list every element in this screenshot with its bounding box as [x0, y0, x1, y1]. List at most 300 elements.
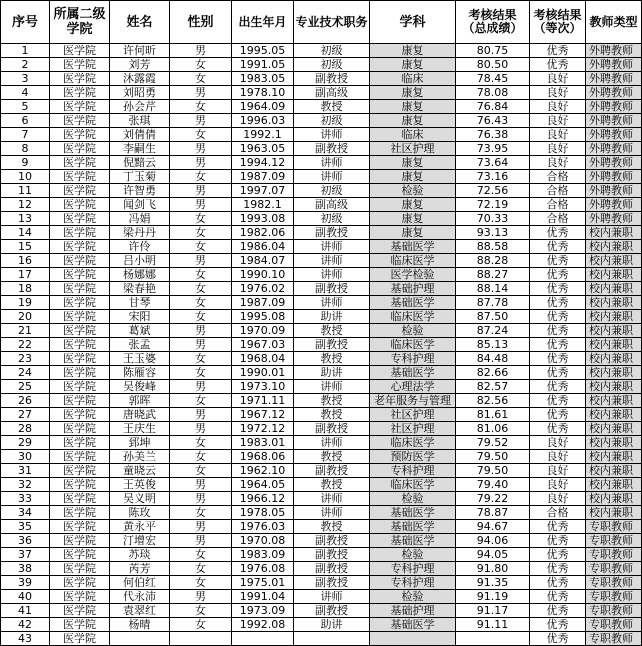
cell-title [294, 632, 370, 646]
cell-subject: 医学检验 [370, 268, 456, 282]
cell-teacher-type: 外聘教师 [586, 198, 642, 212]
cell-gender: 男 [170, 86, 232, 100]
table-row [1, 380, 642, 394]
cell-college: 医学院 [50, 590, 110, 604]
cell-birth: 1987.09 [232, 296, 294, 310]
cell-score: 87.78 [456, 296, 530, 310]
cell-name: 杨晴 [110, 618, 170, 632]
cell-score: 81.61 [456, 408, 530, 422]
cell-college: 医学院 [50, 394, 110, 408]
cell-birth: 1970.08 [232, 534, 294, 548]
cell-title: 副教授 [294, 604, 370, 618]
cell-college: 医学院 [50, 114, 110, 128]
cell-birth: 1993.08 [232, 212, 294, 226]
header-score: 考核结果（总成绩） [456, 1, 530, 44]
cell-seq: 31 [1, 464, 50, 478]
cell-seq: 29 [1, 436, 50, 450]
cell-college: 医学院 [50, 576, 110, 590]
table-row [1, 240, 642, 254]
cell-gender: 男 [170, 254, 232, 268]
cell-birth: 1995.08 [232, 310, 294, 324]
cell-grade: 优秀 [530, 520, 586, 534]
cell-teacher-type: 专职教师 [586, 632, 642, 646]
cell-college: 医学院 [50, 520, 110, 534]
cell-college: 医学院 [50, 254, 110, 268]
cell-title: 讲师 [294, 296, 370, 310]
cell-grade: 良好 [530, 450, 586, 464]
cell-gender: 女 [170, 394, 232, 408]
cell-score: 80.50 [456, 58, 530, 72]
cell-grade: 良好 [530, 478, 586, 492]
cell-score: 87.50 [456, 310, 530, 324]
cell-score: 82.66 [456, 366, 530, 380]
cell-birth: 1964.05 [232, 478, 294, 492]
cell-college: 医学院 [50, 534, 110, 548]
cell-seq: 16 [1, 254, 50, 268]
cell-subject: 基础医学 [370, 534, 456, 548]
cell-score: 76.43 [456, 114, 530, 128]
cell-title: 副教授 [294, 282, 370, 296]
cell-grade: 良好 [530, 100, 586, 114]
table-row [1, 58, 642, 72]
cell-gender: 男 [170, 520, 232, 534]
cell-teacher-type: 外聘教师 [586, 184, 642, 198]
cell-title: 教授 [294, 352, 370, 366]
cell-subject: 社区护理 [370, 142, 456, 156]
cell-grade: 合格 [530, 184, 586, 198]
cell-grade: 良好 [530, 86, 586, 100]
cell-score: 81.06 [456, 422, 530, 436]
cell-grade: 优秀 [530, 44, 586, 58]
header-seq: 序号 [1, 1, 50, 44]
cell-grade: 优秀 [530, 240, 586, 254]
cell-subject: 心理法学 [370, 380, 456, 394]
cell-birth: 1982.1 [232, 198, 294, 212]
cell-gender: 女 [170, 72, 232, 86]
cell-name: 刘倩倩 [110, 128, 170, 142]
cell-subject: 基础护理 [370, 282, 456, 296]
cell-birth: 1990.01 [232, 366, 294, 380]
cell-grade: 优秀 [530, 548, 586, 562]
cell-teacher-type: 校内兼职 [586, 478, 642, 492]
cell-title: 教授 [294, 324, 370, 338]
cell-teacher-type: 校内兼职 [586, 268, 642, 282]
cell-birth: 1968.06 [232, 450, 294, 464]
cell-teacher-type: 校内兼职 [586, 324, 642, 338]
cell-seq: 32 [1, 478, 50, 492]
cell-subject: 临床医学 [370, 478, 456, 492]
cell-birth: 1982.06 [232, 226, 294, 240]
cell-score: 85.13 [456, 338, 530, 352]
cell-birth: 1978.10 [232, 86, 294, 100]
cell-gender: 男 [170, 142, 232, 156]
cell-teacher-type: 专职教师 [586, 548, 642, 562]
cell-college: 医学院 [50, 86, 110, 100]
cell-name: 王英俊 [110, 478, 170, 492]
cell-birth: 1964.09 [232, 100, 294, 114]
cell-teacher-type: 外聘教师 [586, 128, 642, 142]
cell-subject: 康复 [370, 226, 456, 240]
cell-birth: 1973.09 [232, 604, 294, 618]
cell-grade: 优秀 [530, 296, 586, 310]
cell-name: 郅坤 [110, 436, 170, 450]
header-name: 姓名 [110, 1, 170, 44]
cell-title: 讲师 [294, 436, 370, 450]
cell-teacher-type: 校内兼职 [586, 408, 642, 422]
header-grade: 考核结果（等次） [530, 1, 586, 44]
cell-score: 87.24 [456, 324, 530, 338]
cell-seq: 27 [1, 408, 50, 422]
cell-title: 助讲 [294, 366, 370, 380]
cell-score: 79.40 [456, 478, 530, 492]
cell-score: 79.22 [456, 492, 530, 506]
cell-college: 医学院 [50, 226, 110, 240]
cell-gender: 男 [170, 338, 232, 352]
cell-gender: 男 [170, 198, 232, 212]
table-row [1, 128, 642, 142]
cell-gender: 女 [170, 548, 232, 562]
cell-gender: 男 [170, 324, 232, 338]
cell-subject: 康复 [370, 170, 456, 184]
cell-title: 教授 [294, 520, 370, 534]
cell-subject: 康复 [370, 100, 456, 114]
cell-score: 91.17 [456, 604, 530, 618]
cell-subject: 社区护理 [370, 408, 456, 422]
cell-name: 汀增宏 [110, 534, 170, 548]
cell-subject: 康复 [370, 198, 456, 212]
cell-title: 讲师 [294, 128, 370, 142]
cell-grade: 优秀 [530, 534, 586, 548]
cell-college: 医学院 [50, 478, 110, 492]
cell-name: 沐露霞 [110, 72, 170, 86]
cell-score: 73.64 [456, 156, 530, 170]
table-row [1, 310, 642, 324]
cell-birth: 1992.08 [232, 618, 294, 632]
cell-grade: 良好 [530, 156, 586, 170]
table-row [1, 604, 642, 618]
cell-birth: 1976.03 [232, 520, 294, 534]
cell-gender: 男 [170, 114, 232, 128]
cell-subject: 社区护理 [370, 422, 456, 436]
cell-grade: 优秀 [530, 282, 586, 296]
cell-college: 医学院 [50, 562, 110, 576]
cell-teacher-type: 校内兼职 [586, 380, 642, 394]
cell-teacher-type: 校内兼职 [586, 394, 642, 408]
cell-score: 76.38 [456, 128, 530, 142]
cell-subject: 基础医学 [370, 240, 456, 254]
cell-birth: 1983.09 [232, 548, 294, 562]
cell-birth: 1995.05 [232, 44, 294, 58]
cell-name: 苏琰 [110, 548, 170, 562]
cell-subject: 康复 [370, 114, 456, 128]
header-college: 所属二级学院 [50, 1, 110, 44]
cell-gender: 男 [170, 380, 232, 394]
header-gender: 性别 [170, 1, 232, 44]
cell-gender: 女 [170, 128, 232, 142]
table-row [1, 142, 642, 156]
cell-gender: 女 [170, 562, 232, 576]
table-row [1, 422, 642, 436]
cell-title: 讲师 [294, 156, 370, 170]
cell-name: 梁春艳 [110, 282, 170, 296]
cell-name: 吴义明 [110, 492, 170, 506]
cell-subject: 专科护理 [370, 576, 456, 590]
cell-teacher-type: 校内兼职 [586, 296, 642, 310]
cell-title: 副教授 [294, 562, 370, 576]
cell-seq: 23 [1, 352, 50, 366]
cell-score: 78.08 [456, 86, 530, 100]
cell-birth: 1994.12 [232, 156, 294, 170]
cell-name: 陈玫 [110, 506, 170, 520]
cell-gender [170, 632, 232, 646]
cell-grade: 优秀 [530, 338, 586, 352]
cell-seq: 12 [1, 198, 50, 212]
cell-title: 初级 [294, 212, 370, 226]
cell-name: 刘芳 [110, 58, 170, 72]
cell-grade: 良好 [530, 128, 586, 142]
header-title: 专业技术职务 [294, 1, 370, 44]
cell-subject: 康复 [370, 44, 456, 58]
cell-seq: 20 [1, 310, 50, 324]
table-row [1, 436, 642, 450]
cell-subject: 康复 [370, 86, 456, 100]
table-row [1, 576, 642, 590]
cell-seq: 43 [1, 632, 50, 646]
cell-birth: 1984.07 [232, 254, 294, 268]
cell-grade: 优秀 [530, 394, 586, 408]
cell-gender: 女 [170, 100, 232, 114]
cell-birth: 1987.09 [232, 170, 294, 184]
cell-birth: 1983.01 [232, 436, 294, 450]
cell-college: 医学院 [50, 324, 110, 338]
cell-birth: 1971.11 [232, 394, 294, 408]
cell-name: 黄永平 [110, 520, 170, 534]
cell-birth: 1975.01 [232, 576, 294, 590]
table-row [1, 478, 642, 492]
cell-grade: 良好 [530, 142, 586, 156]
cell-college: 医学院 [50, 296, 110, 310]
cell-grade: 优秀 [530, 324, 586, 338]
table-row [1, 366, 642, 380]
cell-college: 医学院 [50, 632, 110, 646]
cell-score: 88.28 [456, 254, 530, 268]
cell-name: 张孟 [110, 338, 170, 352]
cell-birth: 1991.05 [232, 58, 294, 72]
cell-college: 医学院 [50, 492, 110, 506]
header-subject: 学科 [370, 1, 456, 44]
cell-grade: 优秀 [530, 310, 586, 324]
cell-name: 倪黯云 [110, 156, 170, 170]
cell-name: 许伶 [110, 240, 170, 254]
cell-seq: 17 [1, 268, 50, 282]
cell-college: 医学院 [50, 604, 110, 618]
cell-name: 葛斌 [110, 324, 170, 338]
cell-score: 82.57 [456, 380, 530, 394]
cell-gender: 女 [170, 450, 232, 464]
cell-title: 副教授 [294, 534, 370, 548]
table-row [1, 156, 642, 170]
cell-seq: 37 [1, 548, 50, 562]
cell-teacher-type: 外聘教师 [586, 44, 642, 58]
cell-gender: 女 [170, 604, 232, 618]
cell-teacher-type: 外聘教师 [586, 58, 642, 72]
cell-title: 副教授 [294, 464, 370, 478]
cell-gender: 女 [170, 58, 232, 72]
cell-gender: 男 [170, 44, 232, 58]
cell-seq: 39 [1, 576, 50, 590]
cell-seq: 13 [1, 212, 50, 226]
table-row [1, 44, 642, 58]
table-row [1, 114, 642, 128]
table-row [1, 170, 642, 184]
cell-seq: 28 [1, 422, 50, 436]
cell-teacher-type: 外聘教师 [586, 212, 642, 226]
cell-score: 91.35 [456, 576, 530, 590]
cell-title: 教授 [294, 408, 370, 422]
cell-birth: 1978.05 [232, 506, 294, 520]
cell-college: 医学院 [50, 352, 110, 366]
cell-gender: 女 [170, 618, 232, 632]
cell-teacher-type: 外聘教师 [586, 100, 642, 114]
cell-birth: 1963.05 [232, 142, 294, 156]
cell-title: 教授 [294, 478, 370, 492]
cell-subject: 检验 [370, 492, 456, 506]
cell-college: 医学院 [50, 380, 110, 394]
table-row [1, 198, 642, 212]
cell-score: 70.33 [456, 212, 530, 226]
cell-teacher-type: 专职教师 [586, 576, 642, 590]
cell-college: 医学院 [50, 44, 110, 58]
cell-title: 初级 [294, 114, 370, 128]
table-row [1, 492, 642, 506]
cell-gender: 女 [170, 310, 232, 324]
cell-teacher-type: 专职教师 [586, 590, 642, 604]
cell-title: 助讲 [294, 618, 370, 632]
table-row [1, 632, 642, 646]
cell-score: 80.75 [456, 44, 530, 58]
cell-teacher-type: 专职教师 [586, 618, 642, 632]
cell-grade: 优秀 [530, 562, 586, 576]
cell-teacher-type: 专职教师 [586, 534, 642, 548]
header-birth: 出生年月 [232, 1, 294, 44]
cell-seq: 35 [1, 520, 50, 534]
cell-college: 医学院 [50, 408, 110, 422]
cell-name [110, 632, 170, 646]
cell-subject: 临床医学 [370, 436, 456, 450]
cell-grade: 合格 [530, 198, 586, 212]
cell-seq: 21 [1, 324, 50, 338]
cell-subject: 康复 [370, 156, 456, 170]
cell-score: 78.45 [456, 72, 530, 86]
cell-name: 冯娟 [110, 212, 170, 226]
cell-college: 医学院 [50, 58, 110, 72]
cell-name: 梁丹丹 [110, 226, 170, 240]
cell-grade: 合格 [530, 170, 586, 184]
cell-name: 童晓云 [110, 464, 170, 478]
cell-college: 医学院 [50, 338, 110, 352]
cell-grade: 优秀 [530, 604, 586, 618]
cell-birth: 1962.10 [232, 464, 294, 478]
cell-grade: 优秀 [530, 352, 586, 366]
cell-college: 医学院 [50, 142, 110, 156]
cell-gender: 男 [170, 184, 232, 198]
cell-name: 王庆生 [110, 422, 170, 436]
cell-title: 副教授 [294, 338, 370, 352]
cell-grade: 优秀 [530, 632, 586, 646]
cell-seq: 19 [1, 296, 50, 310]
cell-gender: 男 [170, 156, 232, 170]
cell-subject: 基础医学 [370, 366, 456, 380]
table-row [1, 352, 642, 366]
cell-seq: 2 [1, 58, 50, 72]
cell-title: 副教授 [294, 142, 370, 156]
table-row [1, 548, 642, 562]
cell-grade: 优秀 [530, 254, 586, 268]
cell-birth: 1967.12 [232, 408, 294, 422]
table-row [1, 212, 642, 226]
cell-name: 袁翠红 [110, 604, 170, 618]
cell-grade: 良好 [530, 464, 586, 478]
cell-birth: 1976.08 [232, 562, 294, 576]
cell-birth: 1996.03 [232, 114, 294, 128]
cell-birth: 1972.12 [232, 422, 294, 436]
cell-college: 医学院 [50, 240, 110, 254]
table-row [1, 394, 642, 408]
cell-subject: 临床医学 [370, 254, 456, 268]
cell-subject: 检验 [370, 548, 456, 562]
cell-seq: 40 [1, 590, 50, 604]
cell-birth: 1986.04 [232, 240, 294, 254]
cell-seq: 30 [1, 450, 50, 464]
cell-title: 副高级 [294, 86, 370, 100]
cell-seq: 1 [1, 44, 50, 58]
table-row [1, 268, 642, 282]
table-row [1, 520, 642, 534]
table-row [1, 296, 642, 310]
cell-score [456, 632, 530, 646]
cell-name: 刘昭勇 [110, 86, 170, 100]
cell-gender: 女 [170, 436, 232, 450]
cell-gender: 女 [170, 576, 232, 590]
cell-subject: 检验 [370, 184, 456, 198]
cell-college: 医学院 [50, 128, 110, 142]
cell-teacher-type: 校内兼职 [586, 464, 642, 478]
table-row [1, 226, 642, 240]
cell-birth: 1970.09 [232, 324, 294, 338]
cell-grade: 优秀 [530, 422, 586, 436]
cell-seq: 5 [1, 100, 50, 114]
cell-birth [232, 632, 294, 646]
cell-subject: 基础医学 [370, 296, 456, 310]
cell-name: 李嗣生 [110, 142, 170, 156]
cell-score: 91.11 [456, 618, 530, 632]
cell-subject: 预防医学 [370, 450, 456, 464]
table-row [1, 590, 642, 604]
cell-teacher-type: 校内兼职 [586, 310, 642, 324]
cell-teacher-type: 专职教师 [586, 604, 642, 618]
cell-gender: 男 [170, 478, 232, 492]
cell-gender: 女 [170, 282, 232, 296]
cell-college: 医学院 [50, 156, 110, 170]
table-row [1, 282, 642, 296]
cell-teacher-type: 校内兼职 [586, 450, 642, 464]
cell-college: 医学院 [50, 282, 110, 296]
table-row [1, 562, 642, 576]
cell-title: 副教授 [294, 422, 370, 436]
cell-subject: 临床医学 [370, 310, 456, 324]
cell-college: 医学院 [50, 366, 110, 380]
cell-score: 78.87 [456, 506, 530, 520]
